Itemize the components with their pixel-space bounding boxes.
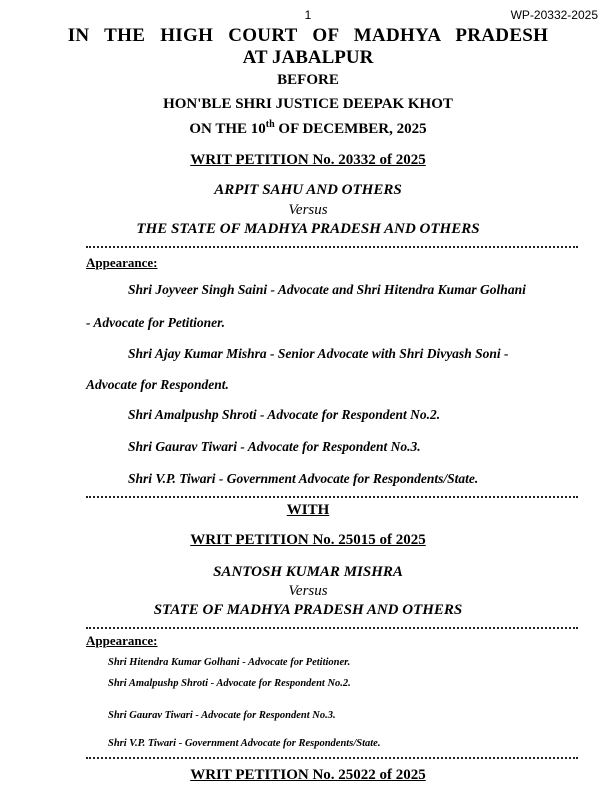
case2-versus: Versus xyxy=(288,583,328,599)
case1-respondent: THE STATE OF MADHYA PRADESH AND OTHERS xyxy=(136,221,480,237)
case1-title: WRIT PETITION No. 20332 of 2025 xyxy=(190,152,426,168)
case1-appearance-line: Advocate for Respondent. xyxy=(86,377,229,392)
page-number: 1 xyxy=(304,8,312,22)
divider-dotted xyxy=(86,757,578,759)
case3-title: WRIT PETITION No. 25022 of 2025 xyxy=(190,767,426,783)
case2-title: WRIT PETITION No. 25015 of 2025 xyxy=(190,532,426,548)
date-prefix: ON THE 10 xyxy=(189,121,266,137)
case2-appearance-line: Shri Hitendra Kumar Golhani - Advocate for Petitioner. xyxy=(108,657,351,668)
case1-versus: Versus xyxy=(288,202,328,218)
case1-appearance-line: - Advocate for Petitioner. xyxy=(86,315,225,330)
date-superscript: th xyxy=(265,119,275,130)
case1-appearance-line: Shri Amalpushp Shroti - Advocate for Respondent No.2. xyxy=(128,407,441,422)
case2-respondent: STATE OF MADHYA PRADESH AND OTHERS xyxy=(153,602,463,618)
with-label: WITH xyxy=(286,502,330,518)
case2-petitioner: SANTOSH KUMAR MISHRA xyxy=(213,564,403,580)
divider-dotted xyxy=(86,496,578,498)
order-date xyxy=(0,121,616,138)
case2-appearance-line: Shri Gaurav Tiwari - Advocate for Respondent No.3. xyxy=(108,710,336,721)
divider-dotted xyxy=(86,246,578,248)
case1-appearance-line: Shri V.P. Tiwari - Government Advocate for Respondents/State. xyxy=(128,471,479,486)
before-label: BEFORE xyxy=(277,72,339,88)
case1-appearance-line: Shri Ajay Kumar Mishra - Senior Advocate with Shri Divyash Soni - xyxy=(128,346,509,361)
date-suffix: OF DECEMBER, 2025 xyxy=(274,121,427,137)
case2-appearance-label: Appearance: xyxy=(86,633,158,648)
case1-appearance-line: Shri Joyveer Singh Saini - Advocate and Shri Hitendra Kumar Golhani xyxy=(128,282,526,297)
case-number-header: WP-20332-2025 xyxy=(510,8,598,22)
divider-dotted xyxy=(86,627,578,629)
case2-appearance-line: Shri Amalpushp Shroti - Advocate for Respondent No.2. xyxy=(108,678,351,689)
court-name-line2: AT JABALPUR xyxy=(242,47,374,68)
case1-petitioner: ARPIT SAHU AND OTHERS xyxy=(214,182,402,198)
case1-appearance-line: Shri Gaurav Tiwari - Advocate for Respondent No.3. xyxy=(128,439,421,454)
case1-appearance-label: Appearance: xyxy=(86,255,158,270)
case2-appearance-line: Shri V.P. Tiwari - Government Advocate for Respondents/State. xyxy=(108,738,381,749)
judge-name: HON'BLE SHRI JUSTICE DEEPAK KHOT xyxy=(163,96,453,112)
court-name-line1: IN THE HIGH COURT OF MADHYA PRADESH xyxy=(67,25,549,46)
